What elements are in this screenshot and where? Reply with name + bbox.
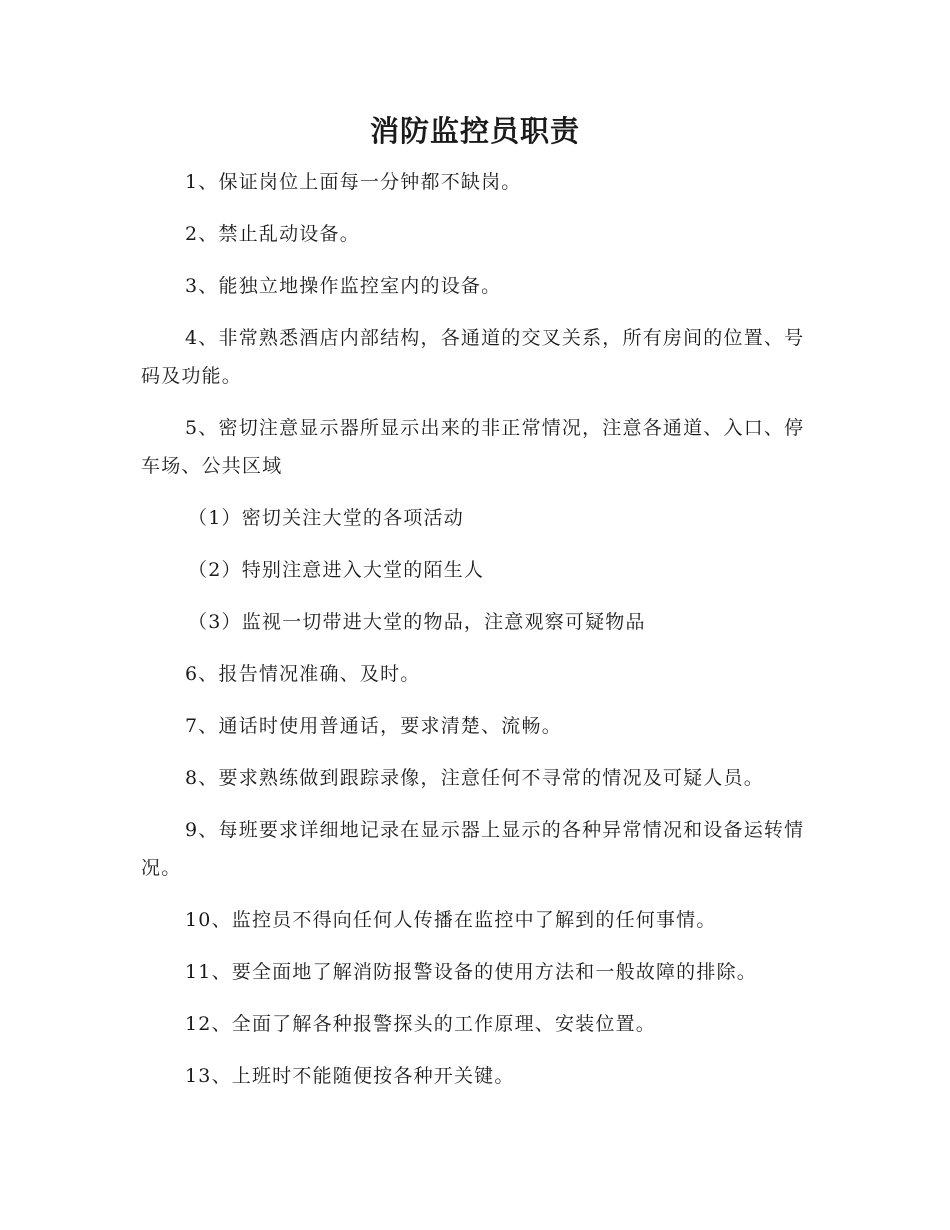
duty-item-6: 6、报告情况准确、及时。 <box>185 663 421 685</box>
document-body <box>141 163 809 1109</box>
duty-item-2: 2、禁止乱动设备。 <box>185 223 360 245</box>
duty-subitem-5-2: （2）特别注意进入大堂的陌生人 <box>188 559 485 581</box>
duty-item-10: 10、监控员不得向任何人传播在监控中了解到的任何事情。 <box>185 909 717 931</box>
duty-item-11: 11、要全面地了解消防报警设备的使用方法和一般故障的排除。 <box>185 961 757 983</box>
duty-item-3: 3、能独立地操作监控室内的设备。 <box>185 275 502 297</box>
duty-item-7: 7、通话时使用普通话，要求清楚、流畅。 <box>185 715 562 737</box>
duty-item-12: 12、全面了解各种报警探头的工作原理、安装位置。 <box>185 1013 656 1035</box>
duty-item-4: 4、非常熟悉酒店内部结构，各通道的交叉关系，所有房间的位置、号码及功能。 <box>141 327 805 387</box>
duty-item-5: 5、密切注意显示器所显示出来的非正常情况，注意各通道、入口、停车场、公共区域 <box>141 417 805 477</box>
duty-subitem-5-1: （1）密切关注大堂的各项活动 <box>188 507 464 529</box>
duty-item-1: 1、保证岗位上面每一分钟都不缺岗。 <box>185 171 522 193</box>
duty-item-8: 8、要求熟练做到跟踪录像，注意任何不寻常的情况及可疑人员。 <box>185 767 764 789</box>
document-title: 消防监控员职责 <box>369 114 580 148</box>
duty-subitem-5-3: （3）监视一切带进大堂的物品，注意观察可疑物品 <box>188 611 646 633</box>
duty-item-9: 9、每班要求详细地记录在显示器上显示的各种异常情况和设备运转情况。 <box>141 819 805 879</box>
duty-item-13: 13、上班时不能随便按各种开关键。 <box>185 1065 515 1087</box>
